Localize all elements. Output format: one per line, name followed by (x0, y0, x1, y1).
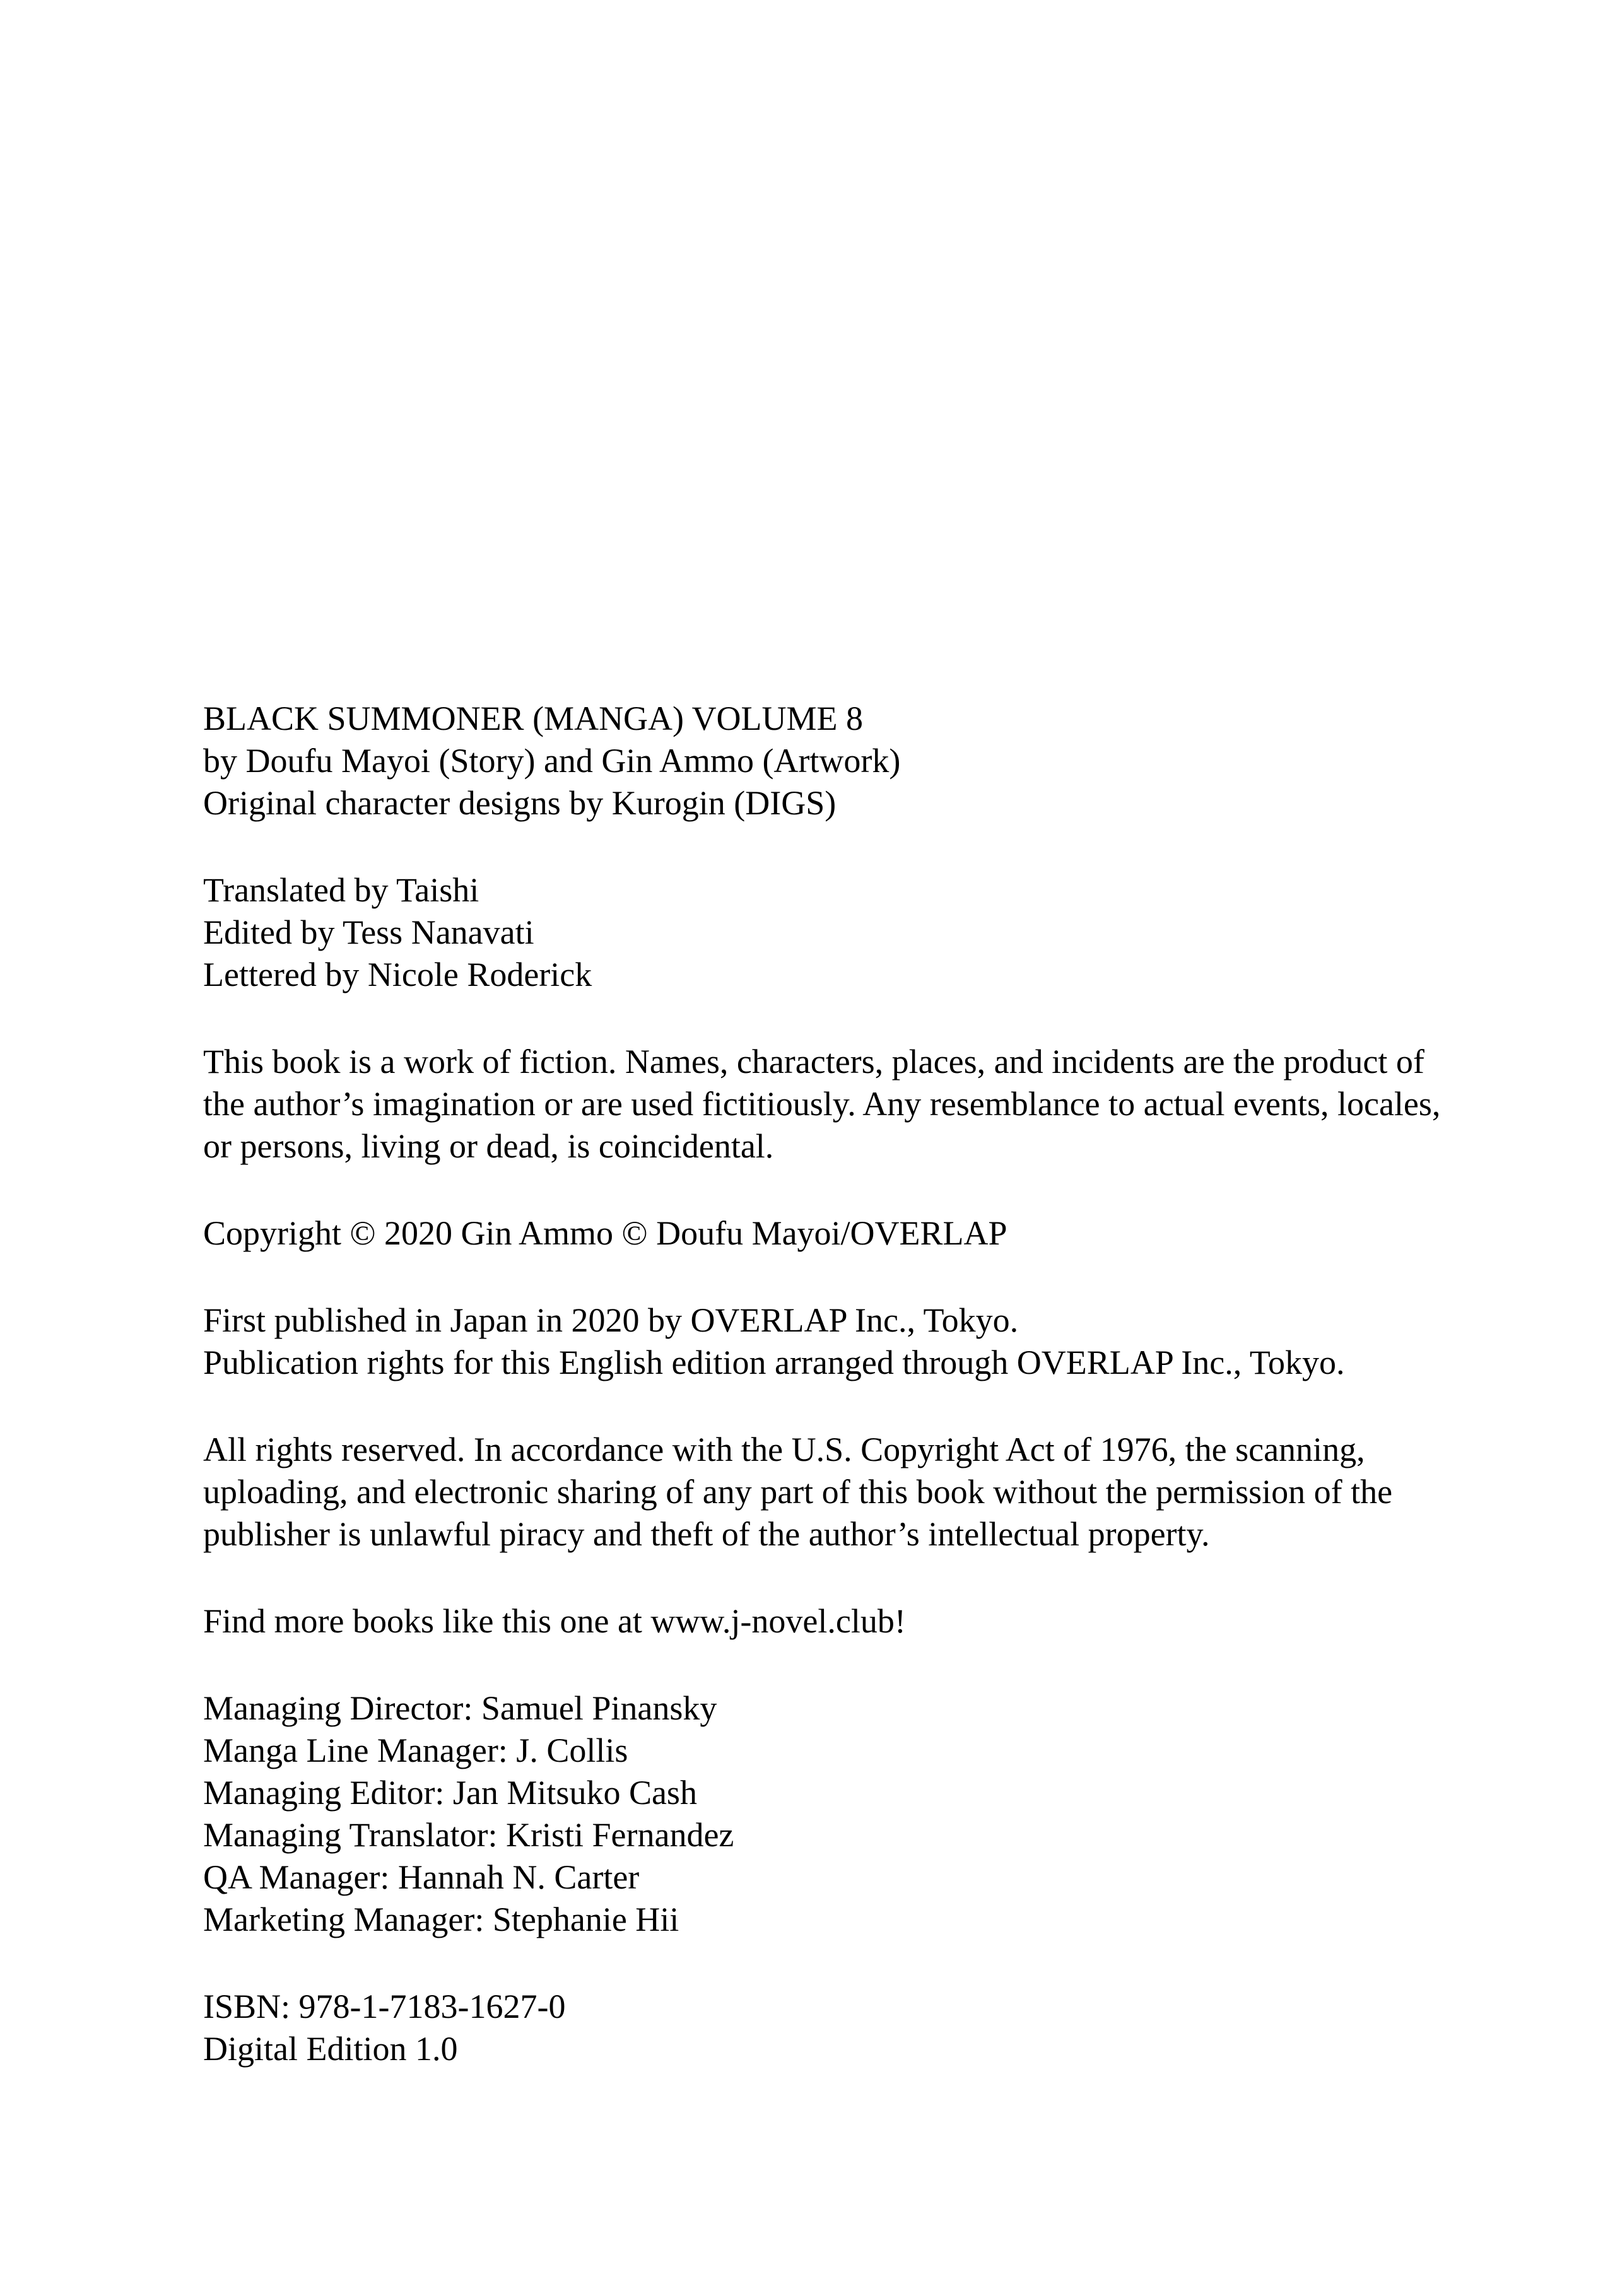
first-published-line: First published in Japan in 2020 by OVERLAP Inc., Tokyo. (203, 1301, 1019, 1339)
editor-credit: Edited by Tess Nanavati (203, 913, 534, 951)
copyright-line: Copyright © 2020 Gin Ammo © Doufu Mayoi/OVERLAP (203, 1214, 1007, 1252)
digital-edition-line: Digital Edition 1.0 (203, 2030, 458, 2068)
isbn-line: ISBN: 978-1-7183-1627-0 (203, 1988, 566, 2025)
translator-credit: Translated by Taishi (203, 871, 479, 909)
staff-list-block (203, 1687, 1528, 1941)
staff-managing-director: Managing Director: Samuel Pinansky (203, 1689, 717, 1727)
colophon (203, 698, 1528, 2070)
rights-line: publisher is unlawful piracy and theft of the author’s intellectual property. (203, 1515, 1210, 1553)
promo-line: Find more books like this one at www.j-novel.club! (203, 1602, 906, 1640)
edition-info-block (203, 1986, 1528, 2070)
disclaimer-line: the author’s imagination or are used fictitiously. Any resemblance to actual events, locales, (203, 1085, 1441, 1123)
localization-credits-block (203, 869, 1528, 996)
rights-line: uploading, and electronic sharing of any part of this book without the permission of the (203, 1473, 1393, 1511)
staff-manga-line-manager: Manga Line Manager: J. Collis (203, 1731, 628, 1769)
copyright-notice-block (203, 1212, 1528, 1255)
disclaimer-line: or persons, living or dead, is coincidental. (203, 1127, 774, 1165)
author-byline: by Doufu Mayoi (Story) and Gin Ammo (Artwork) (203, 742, 901, 780)
disclaimer-line: This book is a work of fiction. Names, characters, places, and incidents are the product of (203, 1043, 1424, 1081)
title-block (203, 698, 1528, 824)
publication-info-block (203, 1299, 1528, 1384)
fiction-disclaimer-paragraph (203, 1041, 1528, 1168)
staff-managing-translator: Managing Translator: Kristi Fernandez (203, 1816, 734, 1854)
rights-reserved-paragraph (203, 1429, 1528, 1555)
staff-qa-manager: QA Manager: Hannah N. Carter (203, 1858, 640, 1896)
publication-rights-line: Publication rights for this English edition arranged through OVERLAP Inc., Tokyo. (203, 1344, 1345, 1381)
staff-marketing-manager: Marketing Manager: Stephanie Hii (203, 1901, 679, 1938)
staff-managing-editor: Managing Editor: Jan Mitsuko Cash (203, 1774, 697, 1812)
rights-line: All rights reserved. In accordance with the U.S. Copyright Act of 1976, the scanning, (203, 1431, 1365, 1468)
character-design-credit: Original character designs by Kurogin (DIGS) (203, 784, 837, 822)
book-title: BLACK SUMMONER (MANGA) VOLUME 8 (203, 700, 864, 737)
letterer-credit: Lettered by Nicole Roderick (203, 956, 592, 993)
promo-block (203, 1600, 1528, 1643)
